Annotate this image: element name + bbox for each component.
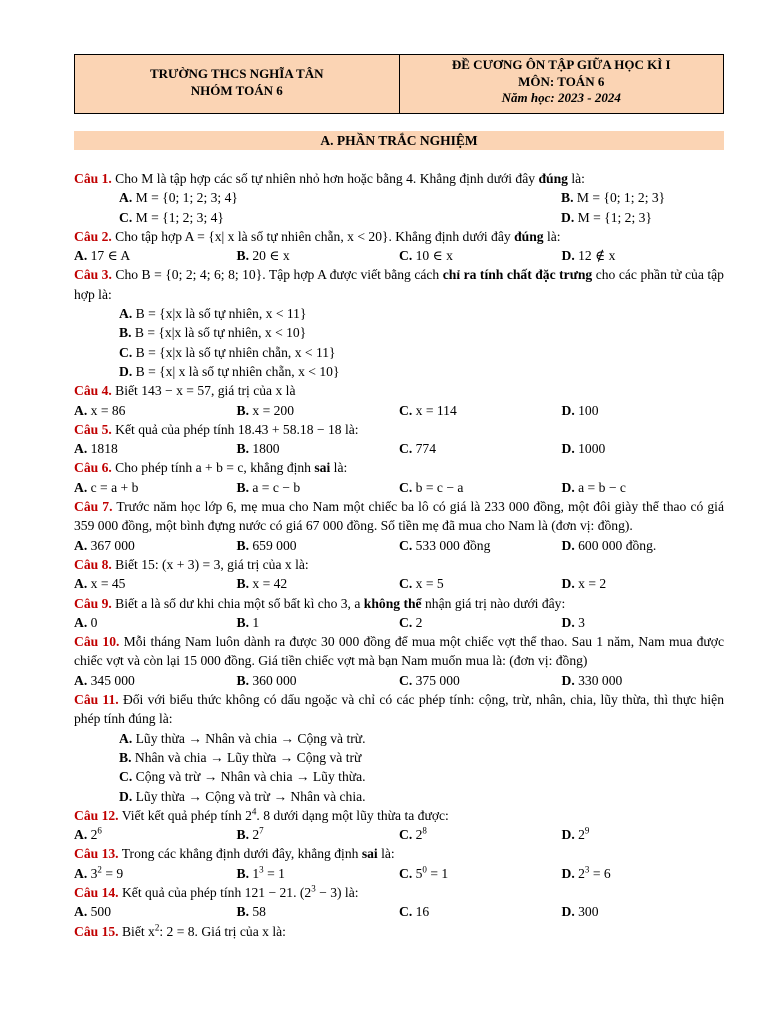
question-7: Câu 7. Trước năm học lớp 6, mẹ mua cho Nam một chiếc ba lô có giá là 233 000 đồng, một đôi giày thể thao có giá 359 000 đồng, một bình đựng nước có giá 67 000 đồng. Số tiền mẹ đã mua cho Nam là (đơn vị: đồng). [74, 499, 724, 534]
question-label: Câu 12. [74, 807, 119, 823]
question-8: Câu 8. Biết 15: (x + 3) = 3, giá trị của x là: [74, 556, 309, 572]
header-left-cell [75, 55, 400, 113]
question-label: Câu 10. [74, 634, 120, 650]
answer-option: D. 600 000 đồng. [561, 537, 657, 553]
answer-row [74, 439, 724, 458]
answer-option: A. 0 [74, 614, 98, 630]
answer-option: C. M = {1; 2; 3; 4} [119, 209, 224, 225]
answer-option: D. 300 [561, 904, 599, 920]
question-13: Câu 13. Trong các khẳng định dưới đây, khẳng định sai là: [74, 846, 395, 862]
answer-row [74, 825, 724, 844]
answer-option: B. a = c − b [236, 479, 301, 495]
answer-row [74, 536, 724, 555]
answer-option: B. Nhân và chia → Lũy thừa → Cộng và trừ [119, 749, 362, 765]
question-label: Câu 4. [74, 383, 112, 399]
answer-option: D. x = 2 [561, 576, 607, 592]
answer-option: C. 2 [399, 614, 423, 630]
question-2: Câu 2. Cho tập hợp A = {x| x là số tự nhiên chẵn, x < 20}. Khẳng định dưới đây đúng là: [74, 228, 561, 244]
answer-option: B. 659 000 [236, 537, 297, 553]
subject-title: MÔN: TOÁN 6 [518, 73, 605, 89]
answer-option: D. Lũy thừa → Cộng và trừ → Nhân và chia. [119, 788, 366, 804]
answer-row [74, 864, 724, 883]
answer-option: D. $2^9$ [561, 825, 590, 843]
question-1: Câu 1. Cho M là tập hợp các số tự nhiên nhỏ hơn hoặc bằng 4. Khẳng định dưới đây đúng là: [74, 171, 585, 186]
answer-option: B. x = 42 [236, 576, 288, 592]
answer-option: B. x = 200 [236, 402, 295, 418]
answer-option: C. x = 114 [399, 402, 457, 418]
answer-row [74, 613, 724, 632]
answer-option: C. b = c − a [399, 479, 464, 495]
question-5: Câu 5. Kết quả của phép tính 18.43 + 58.18 − 18 là: [74, 421, 359, 437]
header-right-cell [400, 55, 724, 113]
question-10: Câu 10. Mỗi tháng Nam luôn dành ra được 30 000 đồng để mua một chiếc vợt thể thao. Sau 1 năm, Nam mua được chiếc vợt và còn lại 15 000 đồng. Giá tiền chiếc vợt mà bạn Nam muốn mua là: (đơn vị: đồng) [74, 634, 725, 669]
answer-row [74, 478, 724, 497]
question-label: Câu 9. [74, 595, 112, 611]
question-4: Câu 4. Biết 143 − x = 57, giá trị của x là [74, 383, 296, 399]
answer-option: D. 100 [561, 402, 599, 418]
document-title: ĐỀ CƯƠNG ÔN TẬP GIỮA HỌC KÌ I [451, 57, 671, 72]
question-label: Câu 15. [74, 923, 119, 939]
answer-option: C. 533 000 đồng [399, 537, 491, 553]
question-9: Câu 9. Biết a là số dư khi chia một số bất kì cho 3, a không thể nhận giá trị nào dưới đây: [74, 595, 566, 611]
school-year: Năm học: 2023 - 2024 [501, 90, 621, 105]
answer-option: B. 360 000 [236, 672, 297, 688]
answer-option: A. 367 000 [74, 537, 135, 553]
answer-option: B. 1 [236, 614, 260, 630]
answer-option: D. M = {1; 2; 3} [561, 209, 652, 225]
question-label: Câu 5. [74, 421, 112, 437]
answer-option: A. B = {x|x là số tự nhiên, x < 11} [119, 306, 307, 322]
question-label: Câu 13. [74, 846, 119, 862]
answer-option: A. 500 [74, 904, 112, 920]
question-3: Câu 3. Cho B = {0; 2; 4; 6; 8; 10}. Tập hợp A được viết bằng cách chỉ ra tính chất đặc trưng cho các phần tử của tập hợp là: [74, 267, 724, 302]
answer-option: A. 17 ∈ A [74, 248, 131, 264]
answer-option: B. B = {x|x là số tự nhiên, x < 10} [119, 325, 307, 341]
answer-option: B. 58 [236, 904, 266, 920]
answer-option: D. $2^3 = 6$ [561, 864, 611, 881]
answer-row [74, 188, 724, 207]
question-label: Câu 14. [74, 884, 119, 900]
answer-option: D. 1000 [561, 441, 606, 457]
answer-option: C. Cộng và trừ → Nhân và chia → Lũy thừa. [119, 769, 366, 785]
answer-option: C. 10 ∈ x [399, 248, 453, 264]
answer-option: C. 16 [399, 904, 430, 920]
answer-option: C. B = {x|x là số tự nhiên chẵn, x < 11} [119, 344, 336, 360]
answer-option: C. 774 [399, 441, 437, 457]
question-list [74, 169, 724, 941]
question-11: Câu 11. Đối với biểu thức không có dấu ngoặc và chỉ có các phép tính: cộng, trừ, nhân, chia, lũy thừa, thì thực hiện phép tính đúng là: [74, 692, 724, 727]
answer-option: B. M = {0; 1; 2; 3} [561, 190, 666, 206]
answer-row [74, 574, 724, 593]
answer-option: C. $5^0 = 1$ [399, 864, 449, 881]
question-label: Câu 11. [74, 692, 119, 708]
answer-option: A. $3^2 = 9$ [74, 864, 124, 881]
answer-option: C. x = 5 [399, 576, 444, 592]
question-label: Câu 7. [74, 499, 113, 515]
question-label: Câu 6. [74, 460, 112, 476]
answer-option: A. c = a + b [74, 479, 139, 495]
answer-option: A. Lũy thừa → Nhân và chia → Cộng và trừ. [119, 730, 366, 746]
question-6: Câu 6. Cho phép tính a + b = c, khẳng định sai là: [74, 460, 348, 476]
answer-row [74, 246, 724, 265]
question-14: Câu 14. Kết quả của phép tính 121 − 21. $(2^3 - 3)$ là: [74, 883, 359, 900]
answer-option: D. B = {x| x là số tự nhiên chẵn, x < 10} [119, 363, 340, 379]
answer-row [74, 671, 724, 690]
answer-option: C. 375 000 [399, 672, 460, 688]
answer-option: A. $2^6$ [74, 825, 102, 843]
answer-option: A. x = 45 [74, 576, 126, 592]
answer-option: D. 3 [561, 614, 585, 630]
answer-option: A. 345 000 [74, 672, 135, 688]
question-12: Câu 12. Viết kết quả phép tính $2^4$. 8 dưới dạng một lũy thừa ta được: [74, 806, 449, 823]
question-label: Câu 1. [74, 171, 112, 186]
answer-option: B. 1800 [236, 441, 280, 457]
section-title: A. PHẦN TRẮC NGHIỆM [74, 131, 724, 150]
answer-option: B. $1^3 = 1$ [236, 864, 285, 881]
answer-option: A. 1818 [74, 441, 118, 457]
question-label: Câu 8. [74, 556, 112, 572]
answer-row [74, 902, 724, 921]
header-table [74, 54, 724, 114]
answer-option: D. 12 ∉ x [561, 248, 616, 264]
group-name: NHÓM TOÁN 6 [190, 82, 283, 98]
answer-option: A. M = {0; 1; 2; 3; 4} [119, 190, 238, 206]
question-label: Câu 2. [74, 228, 112, 244]
answer-row [74, 208, 724, 227]
answer-option: C. $2^8$ [399, 825, 427, 843]
answer-option: B. 20 ∈ x [236, 248, 290, 264]
answer-option: A. x = 86 [74, 402, 126, 418]
answer-option: B. $2^7$ [236, 825, 264, 843]
question-15: Câu 15. Biết $x^2$: 2 = 8. Giá trị của x là: [74, 922, 286, 939]
question-label: Câu 3. [74, 267, 112, 283]
answer-option: D. 330 000 [561, 672, 623, 688]
answer-option: D. a = b − c [561, 479, 626, 495]
answer-row [74, 401, 724, 420]
school-name: TRƯỜNG THCS NGHĨA TÂN [150, 66, 324, 81]
